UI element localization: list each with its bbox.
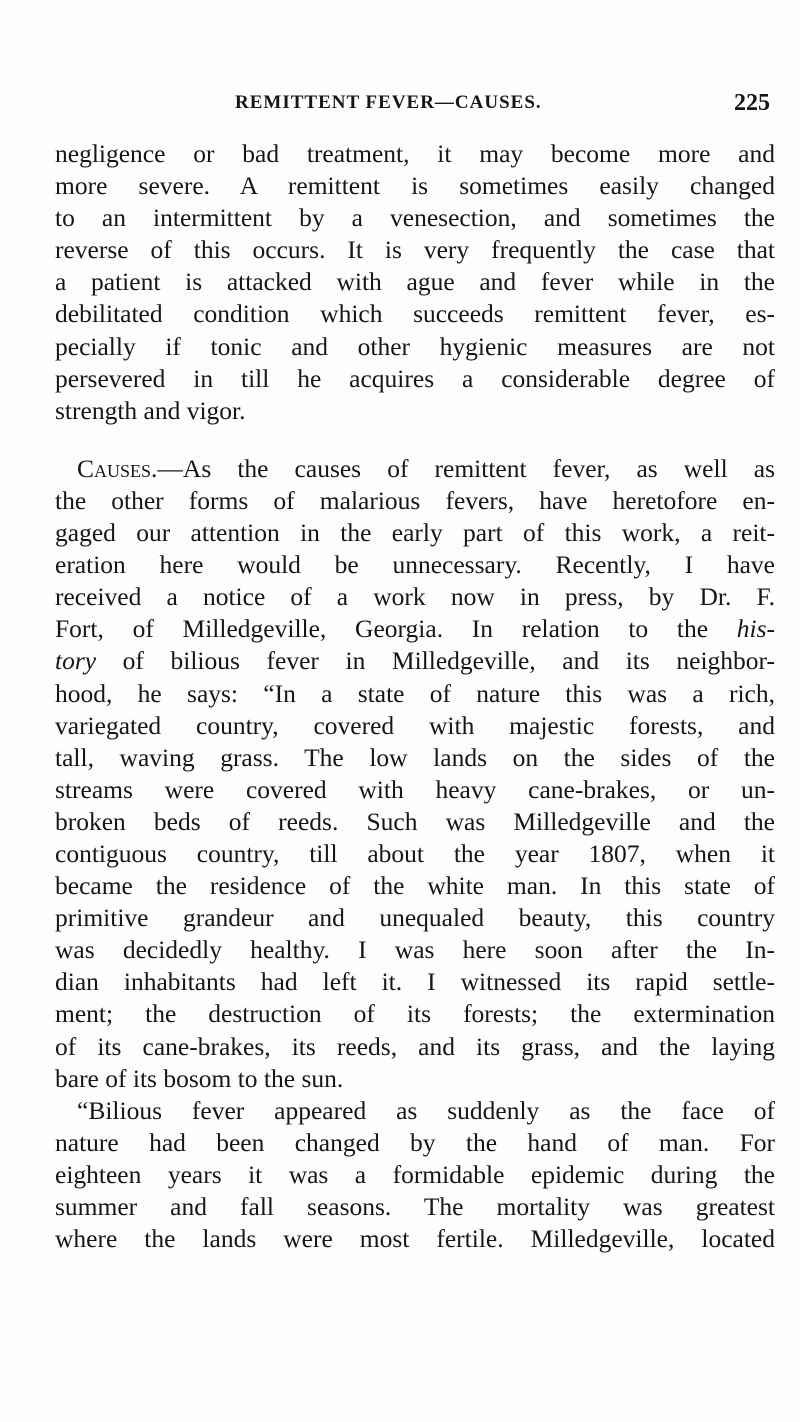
text-line: tall, waving grass. The low lands on the sides of the (55, 742, 775, 772)
italic-word: tory (55, 646, 97, 676)
page-number: 225 (734, 90, 770, 116)
text-line: was decidedly healthy. I was here soon after the In- (55, 935, 775, 965)
text-line: reverse of this occurs. It is very frequently the case that (55, 235, 775, 265)
text-line: summer and fall seasons. The mortality was greatest (55, 1192, 775, 1221)
text-line: a patient is attacked with ague and fever while in the (55, 267, 775, 297)
running-head (55, 92, 770, 122)
section-heading-causes: Causes. (77, 453, 158, 483)
body-text (55, 138, 775, 1255)
paragraph-1 (55, 138, 775, 427)
text-line: variegated country, covered with majestic forests, and (55, 710, 775, 740)
text-line: persevered in till he acquires a considerable degree of (55, 363, 775, 393)
paragraph-2 (55, 453, 775, 1095)
text-line: dian inhabitants had left it. I witnessed its rapid settle- (55, 967, 775, 997)
text-line: nature had been changed by the hand of man. For (55, 1127, 775, 1157)
text-line: more severe. A remittent is sometimes easily changed (55, 171, 775, 201)
text-line: negligence or bad treatment, it may become more and (55, 139, 775, 168)
text-line: streams were covered with heavy cane-brakes, or un- (55, 774, 775, 804)
italic-word: his- (736, 614, 775, 644)
text-line: strength and vigor. (55, 395, 246, 425)
text-line: pecially if tonic and other hygienic measures are not (55, 331, 775, 361)
paragraph-gap (55, 427, 775, 453)
text-line: eighteen years it was a formidable epidemic during the (55, 1159, 775, 1189)
text-line: to an intermittent by a venesection, and sometimes the (55, 203, 775, 233)
text-line: hood, he says: “In a state of nature this was a rich, (55, 678, 775, 708)
text-line (55, 453, 775, 485)
text-line (55, 645, 775, 677)
text-line: eration here would be unnecessary. Recently, I have (55, 550, 775, 580)
text-span: of bilious fever in Milledgeville, and its neighbor- (96, 646, 775, 676)
text-line: became the residence of the white man. In this state of (55, 871, 775, 901)
text-line: where the lands were most fertile. Milledgeville, located (55, 1224, 775, 1254)
text-line: bare of its bosom to the sun. (55, 1063, 344, 1093)
text-span: Fort, of Milledgeville, Georgia. In relation to the (55, 614, 709, 644)
text-line: of its cane-brakes, its reeds, and its grass, and the laying (55, 1031, 775, 1061)
text-line (55, 613, 775, 645)
paragraph-3 (55, 1095, 775, 1255)
text-span: —As the causes of remittent fever, as well as (157, 453, 775, 483)
running-title: REMITTENT FEVER—CAUSES. (235, 92, 542, 113)
text-line: debilitated condition which succeeds remittent fever, es- (55, 299, 775, 329)
text-line: contiguous country, till about the year 1807, when it (55, 838, 775, 868)
text-line: “Bilious fever appeared as suddenly as the face of (77, 1095, 775, 1125)
text-line: broken beds of reeds. Such was Milledgeville and the (55, 806, 775, 836)
text-line: primitive grandeur and unequaled beauty, this country (55, 903, 775, 933)
text-line: gaged our attention in the early part of this work, a reit- (55, 518, 775, 548)
text-line: ment; the destruction of its forests; the extermination (55, 999, 775, 1029)
text-line: received a notice of a work now in press, by Dr. F. (55, 582, 775, 612)
text-line: the other forms of malarious fevers, have heretofore en- (55, 485, 775, 515)
